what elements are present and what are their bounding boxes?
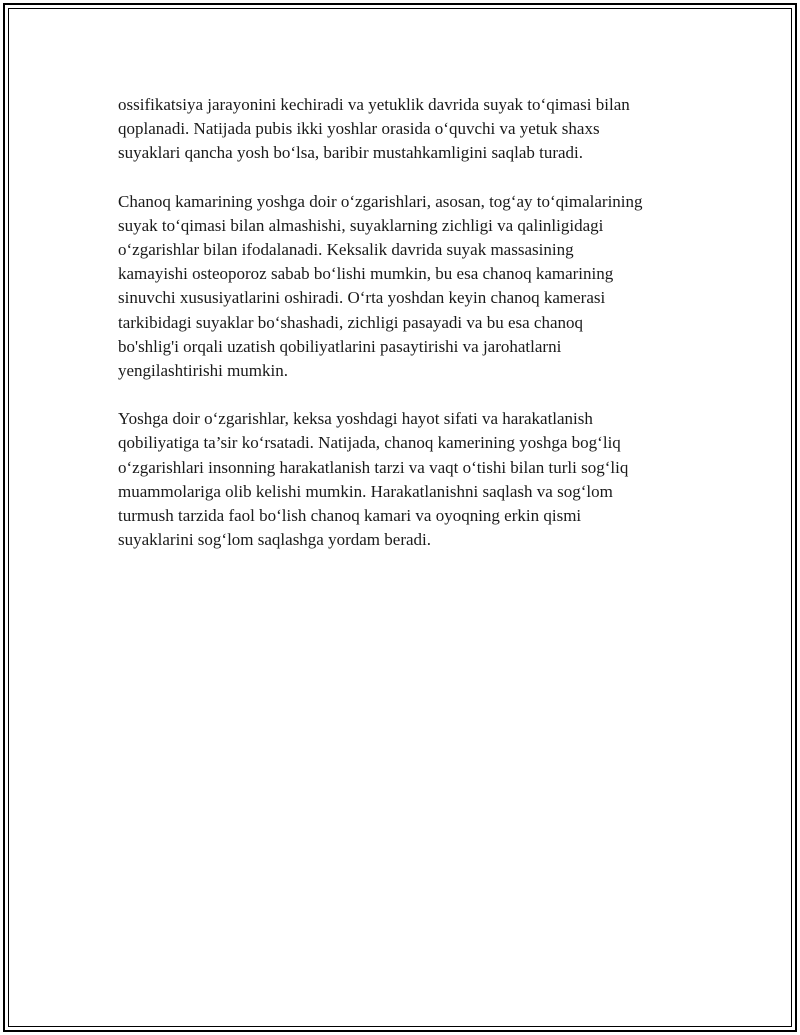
text-line: kamayishi osteoporoz sabab bo‘lishi mumkin, bu esa chanoq kamarining [118,264,614,284]
text-line: qoplanadi. Natijada pubis ikki yoshlar orasida o‘quvchi va yetuk shaxs [118,119,600,139]
text-line: turmush tarzida faol bo‘lish chanoq kamari va oyoqning erkin qismi [118,506,582,526]
text-line: tarkibidagi suyaklar bo‘shashadi, zichligi pasayadi va bu esa chanoq [118,312,583,332]
paragraph-1 [118,93,688,166]
text-line: suyaklarini sog‘lom saqlashga yordam beradi. [118,530,432,550]
text-line: o‘zgarishlari insonning harakatlanish tarzi va vaqt o‘tishi bilan turli sog‘liq [118,457,629,477]
text-line: o‘zgarishlar bilan ifodalanadi. Keksalik davrida suyak massasining [118,240,574,260]
paragraph-2 [118,190,688,384]
text-line: suyak to‘qimasi bilan almashishi, suyaklarning zichligi va qalinligidagi [118,215,604,235]
paragraph-3 [118,407,688,552]
text-line: Chanoq kamarining yoshga doir o‘zgarishlari, asosan, tog‘ay to‘qimalarining [118,191,643,211]
text-line: Yoshga doir o‘zgarishlar, keksa yoshdagi hayot sifati va harakatlanish [118,409,593,429]
text-line: ossifikatsiya jarayonini kechiradi va yetuklik davrida suyak to‘qimasi bilan [118,95,630,114]
text-line: muammolariga olib kelishi mumkin. Harakatlanishni saqlash va sog‘lom [118,481,613,501]
document-body [118,93,688,576]
text-line: suyaklari qancha yosh bo‘lsa, baribir mustahkamligini saqlab turadi. [118,143,584,163]
text-line: yengilashtirishi mumkin. [118,361,288,381]
text-line: bo'shlig'i orqali uzatish qobiliyatlarini pasaytirishi va jarohatlarni [118,336,562,356]
text-line: qobiliyatiga ta’sir ko‘rsatadi. Natijada, chanoq kamerining yoshga bog‘liq [118,433,621,453]
text-line: sinuvchi xususiyatlarini oshiradi. O‘rta yoshdan keyin chanoq kamerasi [118,288,606,308]
